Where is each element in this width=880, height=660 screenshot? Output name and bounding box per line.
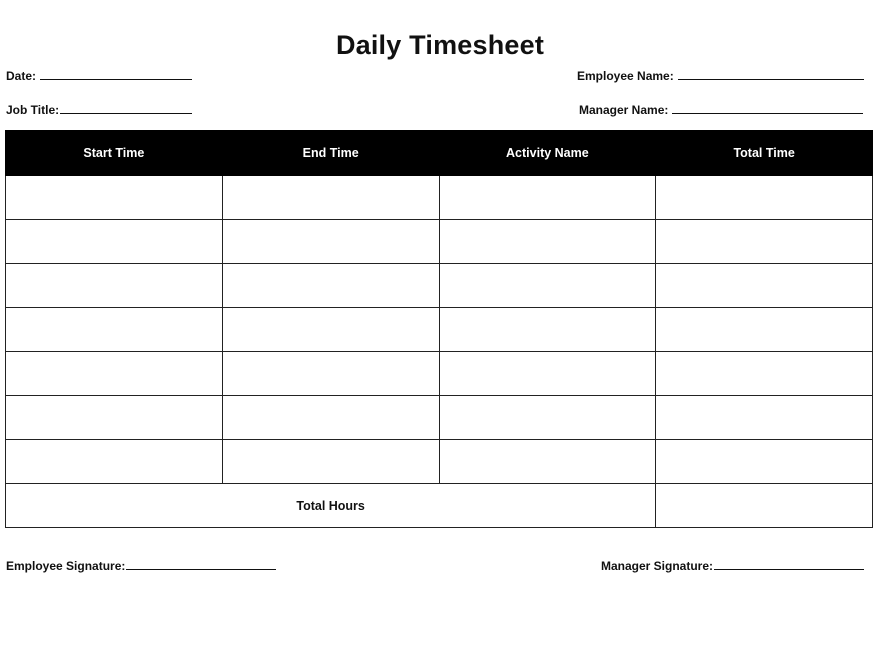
table-row — [6, 352, 873, 396]
table-header-row — [6, 131, 873, 176]
start-time-cell[interactable] — [6, 220, 223, 264]
total-hours-label: Total Hours — [6, 484, 656, 528]
start-time-cell[interactable] — [6, 440, 223, 484]
column-header-end-time: End Time — [222, 131, 439, 176]
activity-name-cell[interactable] — [439, 352, 656, 396]
page-title: Daily Timesheet — [335, 30, 545, 60]
end-time-cell[interactable] — [222, 352, 439, 396]
total-hours-row — [6, 484, 873, 528]
end-time-cell[interactable] — [222, 176, 439, 220]
manager-signature-label: Manager Signature: — [601, 559, 714, 573]
column-header-start-time: Start Time — [6, 131, 223, 176]
date-field[interactable] — [6, 69, 192, 83]
date-blank-line[interactable] — [40, 69, 192, 80]
end-time-cell[interactable] — [222, 396, 439, 440]
start-time-cell[interactable] — [6, 308, 223, 352]
end-time-cell[interactable] — [222, 440, 439, 484]
total-time-cell[interactable] — [656, 176, 873, 220]
employee-name-label: Employee Name: — [577, 69, 674, 83]
manager-name-field[interactable] — [579, 103, 863, 117]
manager-name-label: Manager Name: — [579, 103, 669, 117]
table-row — [6, 440, 873, 484]
table-row — [6, 176, 873, 220]
table-row — [6, 220, 873, 264]
start-time-cell[interactable] — [6, 264, 223, 308]
start-time-cell[interactable] — [6, 396, 223, 440]
total-hours-value-cell[interactable] — [656, 484, 873, 528]
activity-name-cell[interactable] — [439, 220, 656, 264]
job-title-label: Job Title: — [6, 103, 60, 117]
manager-signature-blank-line[interactable] — [714, 559, 864, 570]
total-time-cell[interactable] — [656, 264, 873, 308]
table-row — [6, 264, 873, 308]
job-title-blank-line[interactable] — [60, 103, 192, 114]
column-header-total-time: Total Time — [656, 131, 873, 176]
total-time-cell[interactable] — [656, 352, 873, 396]
date-label: Date: — [6, 69, 37, 83]
employee-name-blank-line[interactable] — [678, 69, 864, 80]
employee-signature-field[interactable] — [6, 559, 276, 573]
timesheet-table — [5, 130, 873, 528]
end-time-cell[interactable] — [222, 264, 439, 308]
total-time-cell[interactable] — [656, 440, 873, 484]
activity-name-cell[interactable] — [439, 440, 656, 484]
activity-name-cell[interactable] — [439, 264, 656, 308]
manager-signature-field[interactable] — [601, 559, 864, 573]
end-time-cell[interactable] — [222, 220, 439, 264]
manager-name-blank-line[interactable] — [672, 103, 863, 114]
column-header-activity-name: Activity Name — [439, 131, 656, 176]
total-time-cell[interactable] — [656, 308, 873, 352]
activity-name-cell[interactable] — [439, 308, 656, 352]
employee-name-field[interactable] — [577, 69, 864, 83]
employee-signature-label: Employee Signature: — [6, 559, 126, 573]
start-time-cell[interactable] — [6, 352, 223, 396]
employee-signature-blank-line[interactable] — [126, 559, 276, 570]
job-title-field[interactable] — [6, 103, 192, 117]
start-time-cell[interactable] — [6, 176, 223, 220]
end-time-cell[interactable] — [222, 308, 439, 352]
activity-name-cell[interactable] — [439, 396, 656, 440]
activity-name-cell[interactable] — [439, 176, 656, 220]
table-row — [6, 396, 873, 440]
total-time-cell[interactable] — [656, 220, 873, 264]
total-time-cell[interactable] — [656, 396, 873, 440]
table-row — [6, 308, 873, 352]
